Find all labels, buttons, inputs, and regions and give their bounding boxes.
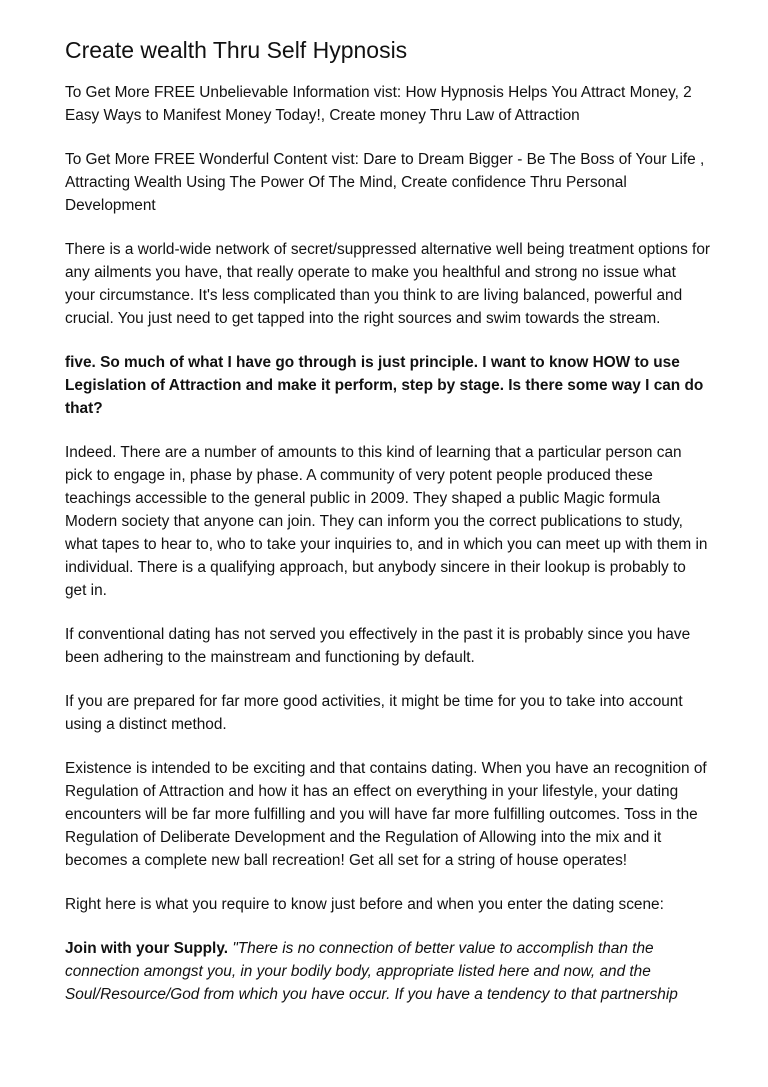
document-title: Create wealth Thru Self Hypnosis (65, 37, 408, 63)
paragraph-dating-scene: Right here is what you require to know just before and when you enter the dating scene: (65, 896, 664, 913)
paragraph-distinct-method: If you are prepared for far more good activities, it might be time for you to take into account using a distinct method. (65, 693, 683, 733)
paragraph-question: five. So much of what I have go through is just principle. I want to know HOW to use Legislation of Attraction and make it perform, step by stage. Is there some way I can do that? (65, 354, 704, 417)
paragraph-network: There is a world-wide network of secret/suppressed alternative well being treatment options for any ailments you have, that really operate to make you healthful and strong no issue what your circumstance. It's less complicated than you think to are living balanced, powerful and crucial. You just need to get tapped into the right sources and swim towards the stream. (65, 241, 711, 327)
paragraph-existence: Existence is intended to be exciting and that contains dating. When you have an recognition of Regulation of Attraction and how it has an effect on everything in your lifestyle, your dating encounters will be far more fulfilling and you will have far more fulfilling outcomes. Toss in the Regulation of Deliberate Development and the Regulation of Allowing into the mix and it becomes a complete new ball recreation! Get all set for a string of house operates! (65, 760, 707, 869)
paragraph-free-content: To Get More FREE Wonderful Content vist: Dare to Dream Bigger - Be The Boss of Your Life , Attracting Wealth Using The Power Of The Mind, Create confidence Thru Personal Development (65, 151, 705, 214)
supply-quote: "There is no connection of better value to accomplish than the connection amongst you, in your bodily body, appropriate listed here and now, and the Soul/Resource/God from which you have occur. If you have a tendency to that partnership (65, 940, 678, 1003)
paragraph-free-info: To Get More FREE Unbelievable Information vist: How Hypnosis Helps You Attract Money, 2 Easy Ways to Manifest Money Today!, Create money Thru Law of Attraction (65, 84, 692, 124)
supply-lead: Join with your Supply. (65, 940, 229, 957)
paragraph-conventional-dating: If conventional dating has not served you effectively in the past it is probably since you have been adhering to the mainstream and functioning by default. (65, 626, 691, 666)
document-page (65, 35, 710, 1027)
paragraph-supply (65, 937, 710, 1006)
paragraph-indeed: Indeed. There are a number of amounts to this kind of learning that a particular person can pick to engage in, phase by phase. A community of very potent people produced these teachings accessible to the general public in 2009. They shaped a public Magic formula Modern society that anyone can join. They can inform you the correct publications to study, what tapes to hear to, who to take your inquiries to, and in which you can meet up with them in individual. There is a qualifying approach, but anybody sincere in their lookup is probably to get in. (65, 444, 708, 599)
